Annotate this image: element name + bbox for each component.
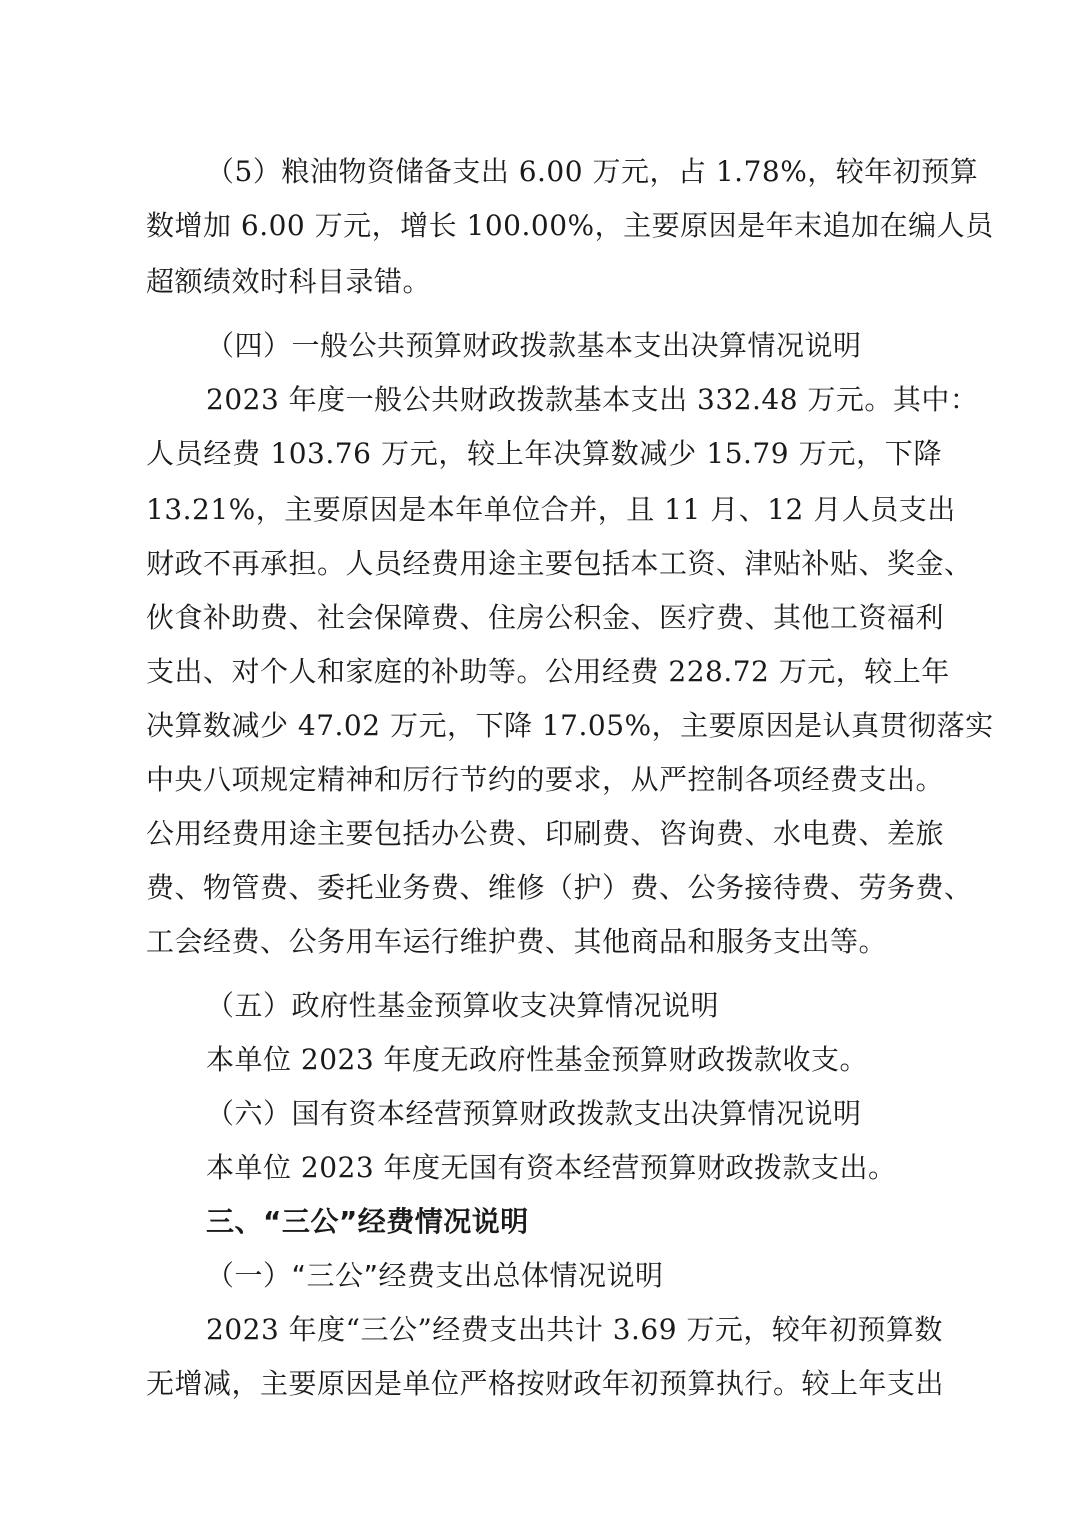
- paragraph-line: 费、物管费、委托业务费、维修（护）费、公务接待费、劳务费、: [146, 871, 973, 904]
- paragraph-line: 无增减，主要原因是单位严格按财政年初预算执行。较上年支出: [146, 1367, 945, 1400]
- paragraph-line: 中央八项规定精神和厉行节约的要求，从严控制各项经费支出。: [146, 763, 945, 796]
- paragraph-line: 13.21%，主要原因是本年单位合并，且 11 月、12 月人员支出: [146, 493, 956, 526]
- section-heading: （四）一般公共预算财政拨款基本支出决算情况说明: [206, 329, 862, 362]
- paragraph-line: 数增加 6.00 万元，增长 100.00%，主要原因是年末追加在编人员: [146, 209, 994, 242]
- paragraph-line: 财政不再承担。人员经费用途主要包括本工资、津贴补贴、奖金、: [146, 547, 973, 580]
- section-heading: （六）国有资本经营预算财政拨款支出决算情况说明: [206, 1097, 862, 1130]
- paragraph-line: 伙食补助费、社会保障费、住房公积金、医疗费、其他工资福利: [146, 601, 945, 634]
- paragraph-line: 工会经费、公务用车运行维护费、其他商品和服务支出等。: [146, 925, 888, 958]
- paragraph-line: 2023 年度一般公共财政拨款基本支出 332.48 万元。其中：: [206, 383, 979, 416]
- section-heading: （一）“三公”经费支出总体情况说明: [206, 1259, 664, 1292]
- paragraph-line: 支出、对个人和家庭的补助等。公用经费 228.72 万元，较上年: [146, 655, 950, 688]
- paragraph-line: 人员经费 103.76 万元，较上年决算数减少 15.79 万元，下降: [146, 437, 942, 470]
- paragraph-line: 决算数减少 47.02 万元，下降 17.05%，主要原因是认真贯彻落实: [146, 709, 994, 742]
- paragraph-line: 公用经费用途主要包括办公费、印刷费、咨询费、水电费、差旅: [146, 817, 945, 850]
- section-heading: （五）政府性基金预算收支决算情况说明: [206, 989, 720, 1022]
- paragraph-line: 超额绩效时科目录错。: [146, 265, 432, 298]
- chapter-heading: 三、“三公”经费情况说明: [206, 1205, 529, 1238]
- paragraph-line: 2023 年度“三公”经费支出共计 3.69 万元，较年初预算数: [206, 1313, 943, 1346]
- paragraph-line: （5）粮油物资储备支出 6.00 万元，占 1.78%，较年初预算: [206, 155, 979, 188]
- paragraph-line: 本单位 2023 年度无国有资本经营预算财政拨款支出。: [206, 1151, 897, 1184]
- paragraph-line: 本单位 2023 年度无政府性基金预算财政拨款收支。: [206, 1043, 869, 1076]
